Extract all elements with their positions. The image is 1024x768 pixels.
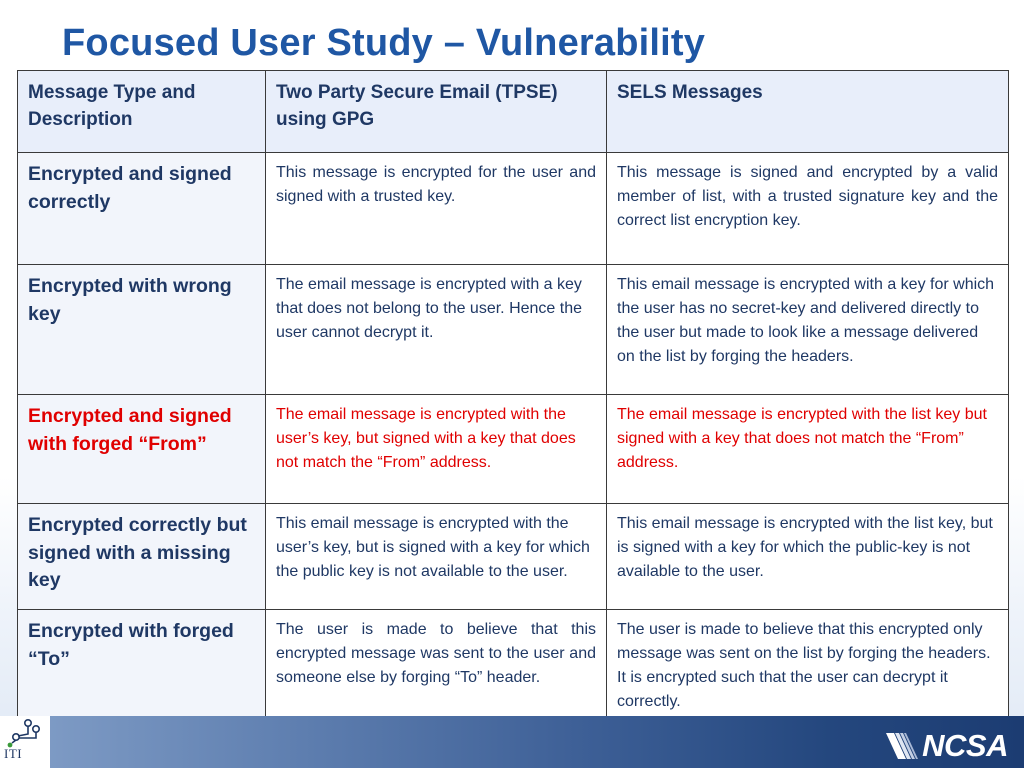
- row-type-label: Encrypted and signed correctly: [28, 163, 232, 213]
- ncsa-logo-text: NCSA: [922, 728, 1008, 763]
- sels-description: This email message is encrypted with the list key, but is signed with a key for which the public-key is not available to the user.: [617, 515, 993, 580]
- row-type-label: Encrypted with forged “To”: [28, 620, 234, 670]
- table-row: [18, 395, 1009, 504]
- slide-footer: [0, 716, 1024, 768]
- vulnerability-table: [17, 70, 1009, 721]
- table-row: [18, 265, 1009, 395]
- sels-description: This message is signed and encrypted by a valid member of list, with a trusted signature key and the correct list encryption key.: [617, 164, 998, 229]
- header-label: Message Type and Description: [28, 82, 196, 130]
- sels-description: The user is made to believe that this encrypted only message was sent on the list by forging the headers. It is encrypted such that the user can decrypt it correctly.: [617, 621, 991, 710]
- header-label: Two Party Secure Email (TPSE) using GPG: [276, 82, 558, 130]
- header-cell-tpse: [266, 71, 607, 153]
- table-row: [18, 153, 1009, 265]
- tpse-cell: [266, 504, 607, 610]
- tpse-description: This message is encrypted for the user and signed with a trusted key.: [276, 164, 596, 205]
- tpse-cell: [266, 395, 607, 504]
- row-type-cell: [18, 610, 266, 721]
- sels-cell: [607, 504, 1009, 610]
- row-type-label: Encrypted and signed with forged “From”: [28, 405, 232, 455]
- iti-logo-text: ITI: [4, 746, 23, 761]
- ncsa-logo-icon: [886, 733, 920, 759]
- sels-description: The email message is encrypted with the list key but signed with a key that does not match the “From” address.: [617, 406, 987, 471]
- tpse-cell: [266, 265, 607, 395]
- iti-logo-icon: [6, 718, 46, 748]
- header-label: SELS Messages: [617, 82, 763, 103]
- row-type-cell: [18, 265, 266, 395]
- tpse-cell: [266, 153, 607, 265]
- header-cell-type: [18, 71, 266, 153]
- row-type-label: Encrypted correctly but signed with a missing key: [28, 514, 247, 591]
- tpse-description: The email message is encrypted with a key that does not belong to the user. Hence the user cannot decrypt it.: [276, 276, 582, 341]
- row-type-cell: [18, 395, 266, 504]
- sels-cell: [607, 610, 1009, 721]
- tpse-description: The email message is encrypted with the user’s key, but signed with a key that does not match the “From” address.: [276, 406, 576, 471]
- sels-description: This email message is encrypted with a key for which the user has no secret-key and delivered directly to the user but made to look like a message delivered on the list by forging the headers.: [617, 276, 995, 365]
- iti-logo: [0, 716, 50, 768]
- table-row: [18, 610, 1009, 721]
- ncsa-logo: [886, 728, 1008, 764]
- sels-cell: [607, 153, 1009, 265]
- row-type-cell: [18, 504, 266, 610]
- slide-title: Focused User Study – Vulnerability: [62, 22, 706, 64]
- tpse-cell: [266, 610, 607, 721]
- row-type-label: Encrypted with wrong key: [28, 275, 232, 325]
- footer-band: [50, 716, 1024, 768]
- row-type-cell: [18, 153, 266, 265]
- tpse-description: The user is made to believe that this encrypted message was sent to the user and someone else by forging “To” header.: [276, 621, 596, 686]
- tpse-description: This email message is encrypted with the user’s key, but is signed with a key for which the public key is not available to the user.: [276, 515, 590, 580]
- sels-cell: [607, 265, 1009, 395]
- table-header-row: [18, 71, 1009, 153]
- sels-cell: [607, 395, 1009, 504]
- header-cell-sels: [607, 71, 1009, 153]
- table-row: [18, 504, 1009, 610]
